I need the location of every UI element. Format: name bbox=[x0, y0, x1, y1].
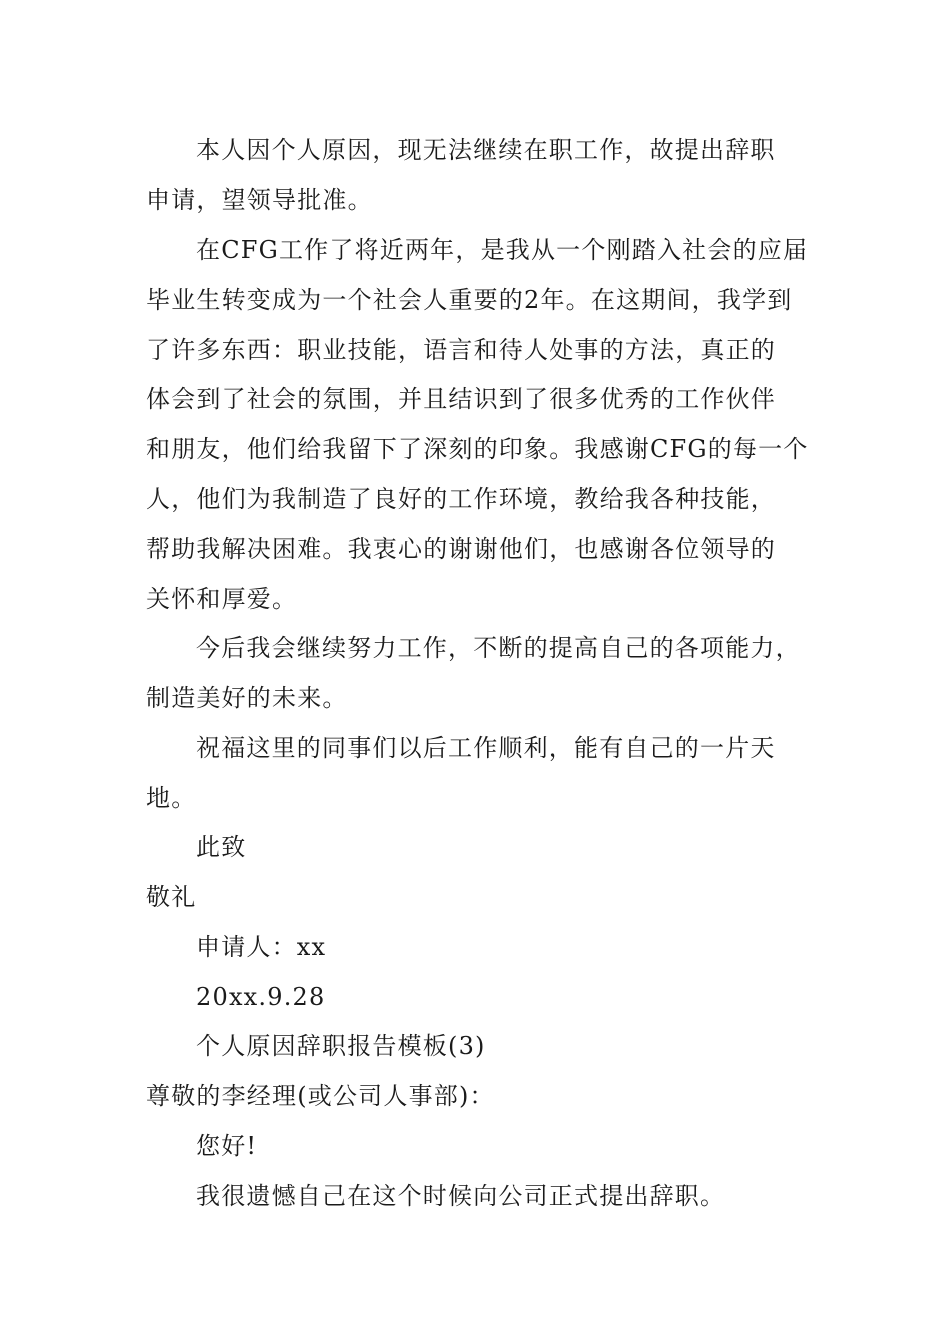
paragraph-2-line-4: 体会到了社会的氛围，并且结识到了很多优秀的工作伙伴 bbox=[146, 385, 776, 413]
applicant-line: 申请人：xx bbox=[196, 933, 327, 961]
salutation: 尊敬的李经理(或公司人事部)： bbox=[146, 1082, 495, 1110]
paragraph-4-line-1: 祝福这里的同事们以后工作顺利，能有自己的一片天 bbox=[196, 734, 776, 762]
greeting: 您好! bbox=[196, 1132, 258, 1160]
paragraph-2-line-8: 关怀和厚爱。 bbox=[146, 585, 298, 613]
closing-jingli: 敬礼 bbox=[146, 883, 197, 911]
paragraph-2-line-3: 了许多东西：职业技能，语言和待人处事的方法，真正的 bbox=[146, 336, 776, 364]
opening-sentence: 我很遗憾自己在这个时候向公司正式提出辞职。 bbox=[196, 1182, 726, 1210]
paragraph-4-line-2: 地。 bbox=[146, 784, 197, 812]
paragraph-3-line-2: 制造美好的未来。 bbox=[146, 684, 348, 712]
paragraph-3-line-1: 今后我会继续努力工作，不断的提高自己的各项能力， bbox=[196, 634, 801, 662]
section-title: 个人原因辞职报告模板(3) bbox=[196, 1032, 486, 1060]
paragraph-2-line-7: 帮助我解决困难。我衷心的谢谢他们，也感谢各位领导的 bbox=[146, 535, 776, 563]
paragraph-1-line-1: 本人因个人原因，现无法继续在职工作，故提出辞职 bbox=[196, 136, 776, 164]
closing-cizhi: 此致 bbox=[196, 833, 247, 861]
paragraph-2-line-1: 在CFG工作了将近两年，是我从一个刚踏入社会的应届 bbox=[196, 236, 809, 264]
paragraph-2-line-2: 毕业生转变成为一个社会人重要的2年。在这期间，我学到 bbox=[146, 286, 793, 314]
paragraph-2-line-5: 和朋友，他们给我留下了深刻的印象。我感谢CFG的每一个 bbox=[146, 435, 809, 463]
paragraph-1-line-2: 申请，望领导批准。 bbox=[146, 186, 373, 214]
paragraph-2-line-6: 人，他们为我制造了良好的工作环境，教给我各种技能， bbox=[146, 485, 776, 513]
date-line: 20xx.9.28 bbox=[196, 983, 326, 1011]
